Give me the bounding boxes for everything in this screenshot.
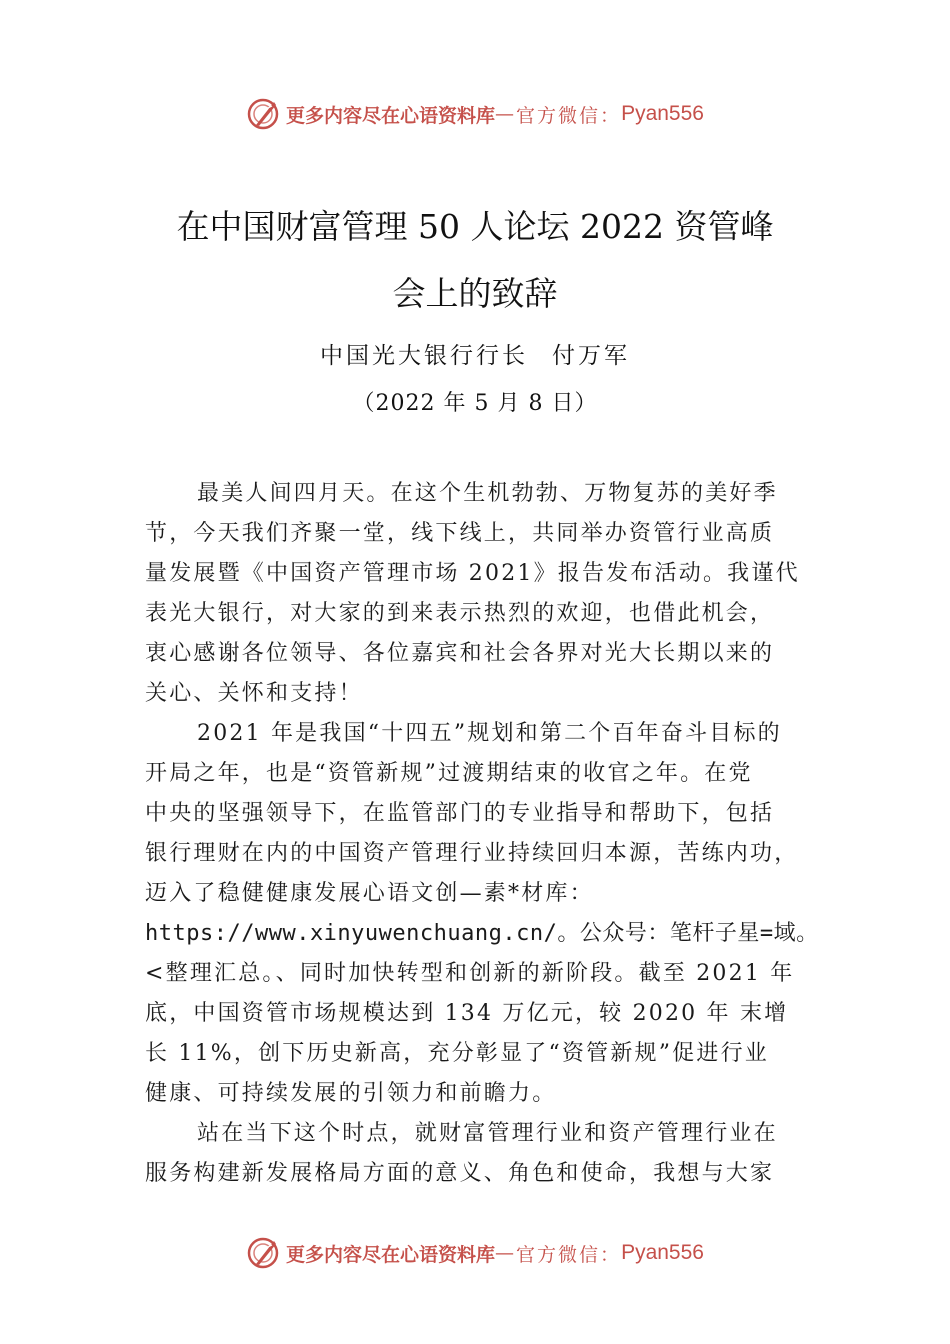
banner-wechat-id: Pyan556 bbox=[621, 1241, 704, 1264]
quill-logo-icon bbox=[246, 1235, 282, 1271]
speech-date: （2022 年 5 月 8 日） bbox=[352, 391, 598, 416]
banner-dash: — bbox=[495, 103, 517, 125]
text-line: 最美人间四月天。在这个生机勃勃、万物复苏的美好季 bbox=[197, 481, 778, 506]
text-line: 底，中国资管市场规模达到 134 万亿元，较 2020 年 末增 bbox=[145, 1001, 789, 1026]
text-line: 健康、可持续发展的引领力和前瞻力。 bbox=[145, 1081, 557, 1106]
text-line: 中央的坚强领导下，在监管部门的专业指导和帮助下，包括 bbox=[145, 801, 775, 826]
author-line bbox=[100, 337, 850, 370]
banner-main-text: 更多内容尽在心语资料库 bbox=[286, 1243, 496, 1266]
text-line: 节，今天我们齐聚一堂，线下线上，共同举办资管行业高质 bbox=[145, 521, 775, 546]
text-line: 站在当下这个时点，就财富管理行业和资产管理行业在 bbox=[197, 1121, 778, 1146]
text-line: 量发展暨《中国资产管理市场 2021》报告发布活动。我谨代 bbox=[145, 561, 800, 586]
text-line: <整理汇总。、同时加快转型和创新的新阶段。截至 2021 年 bbox=[145, 961, 795, 986]
document-title-line-2: 会上的致辞 bbox=[392, 274, 558, 313]
banner-dash: — bbox=[495, 1242, 517, 1264]
text-line: 银行理财在内的中国资产管理行业持续回归本源，苦练内功， bbox=[145, 841, 799, 866]
text-line: 服务构建新发展格局方面的意义、角色和使命，我想与大家 bbox=[145, 1161, 775, 1186]
document-title-line-1: 在中国财富管理 50 人论坛 2022 资管峰 bbox=[176, 207, 774, 246]
speech-body bbox=[145, 474, 825, 1194]
text-line: 迈入了稳健健康发展心语文创—素*材库： bbox=[145, 881, 594, 906]
text-line: 开局之年，也是“资管新规”过渡期结束的收官之年。在党 bbox=[145, 761, 753, 786]
watermark-banner-bottom bbox=[0, 1233, 950, 1273]
banner-main-text: 更多内容尽在心语资料库 bbox=[286, 104, 496, 127]
text-line: 关心、关怀和支持！ bbox=[145, 681, 363, 706]
text-line: 长 11%，创下历史新高，充分彰显了“资管新规”促进行业 bbox=[145, 1041, 769, 1066]
paragraph-3 bbox=[145, 1114, 825, 1194]
banner-sub-text: 官方微信： bbox=[516, 1243, 622, 1266]
text-line: 2021 年是我国“十四五”规划和第二个百年奋斗目标的 bbox=[197, 721, 782, 746]
paragraph-2 bbox=[145, 714, 825, 1114]
text-line: 表光大银行，对大家的到来表示热烈的欢迎，也借此机会， bbox=[145, 601, 775, 626]
url-line: https://www.xinyuwenchuang.cn/。公众号：笔杆子星=域。 bbox=[145, 921, 819, 946]
text-line: 衷心感谢各位领导、各位嘉宾和社会各界对光大长期以来的 bbox=[145, 641, 775, 666]
watermark-banner-top bbox=[0, 94, 950, 134]
author-name: 付万军 bbox=[552, 343, 630, 369]
author-role: 中国光大银行行长 bbox=[320, 343, 528, 369]
paragraph-1 bbox=[145, 474, 825, 714]
banner-sub-text: 官方微信： bbox=[516, 104, 622, 127]
banner-wechat-id: Pyan556 bbox=[621, 102, 704, 125]
quill-logo-icon bbox=[246, 96, 282, 132]
